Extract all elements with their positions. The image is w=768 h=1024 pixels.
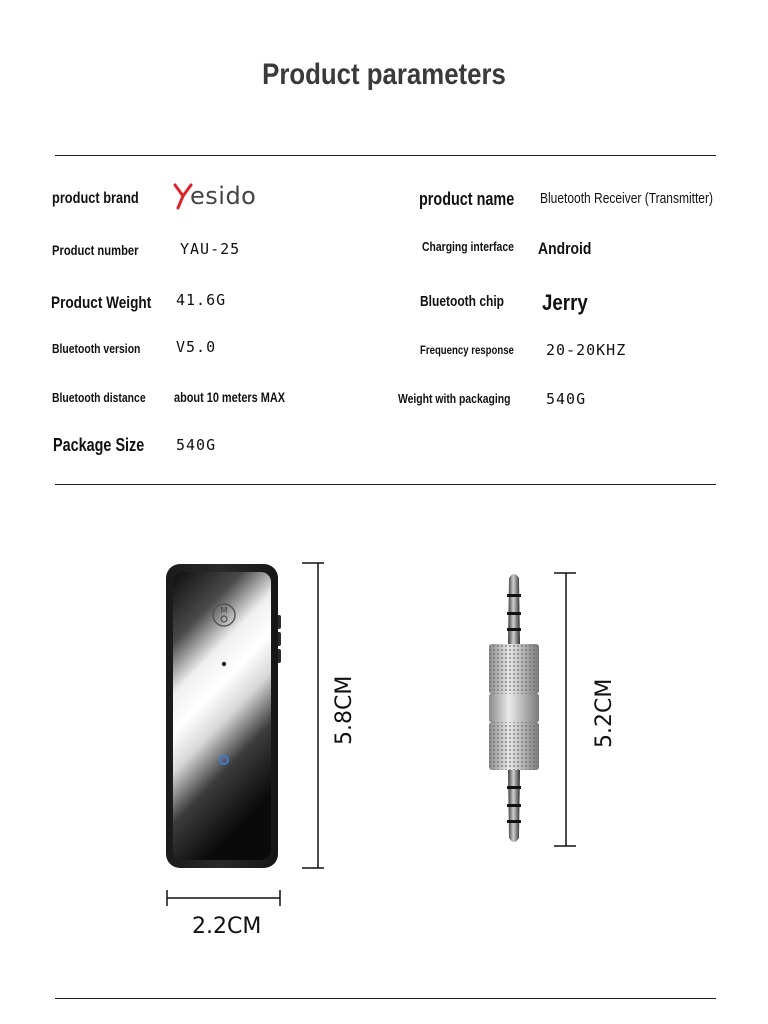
name-value: Bluetooth Receiver (Transmitter): [540, 190, 713, 207]
brand-logo: [172, 180, 267, 217]
pack-weight-value: 540G: [546, 390, 587, 408]
number-value: YAU-25: [180, 240, 241, 258]
receiver-height-line: [300, 562, 330, 875]
weight-label: Product Weight: [51, 293, 152, 312]
adapter-height-line: [552, 572, 578, 853]
receiver-device-image: [160, 560, 285, 877]
name-label: product name: [419, 189, 515, 209]
distance-label: Bluetooth distance: [52, 390, 146, 405]
number-label: Product number: [52, 242, 139, 258]
pack-size-label: Package Size: [53, 435, 145, 455]
charging-label: Charging interface: [422, 239, 514, 254]
receiver-width-line: [166, 888, 282, 913]
pack-weight-label: Weight with packaging: [398, 391, 511, 406]
button-mark: M: [220, 606, 228, 615]
middle-divider: [55, 484, 716, 485]
adapter-height-label: 5.2CM: [592, 678, 617, 748]
chip-value: Jerry: [542, 290, 588, 315]
freq-value: 20-20KHZ: [546, 341, 627, 359]
weight-value: 41.6G: [176, 291, 227, 309]
receiver-height-label: 5.8CM: [332, 675, 357, 745]
top-divider: [55, 155, 716, 156]
brand-label: product brand: [52, 190, 139, 207]
receiver-width-label: 2.2CM: [192, 914, 262, 939]
adapter-image: [480, 568, 550, 855]
charging-value: Android: [538, 239, 592, 258]
pack-size-value: 540G: [176, 436, 217, 454]
version-value: V5.0: [176, 338, 217, 356]
version-label: Bluetooth version: [52, 341, 141, 356]
page-title: Product parameters: [262, 58, 506, 91]
svg-text:esido: esido: [190, 182, 257, 210]
distance-value: about 10 meters MAX: [174, 389, 286, 405]
chip-label: Bluetooth chip: [420, 293, 504, 310]
bottom-divider: [55, 998, 716, 999]
freq-label: Frequency response: [420, 343, 514, 357]
